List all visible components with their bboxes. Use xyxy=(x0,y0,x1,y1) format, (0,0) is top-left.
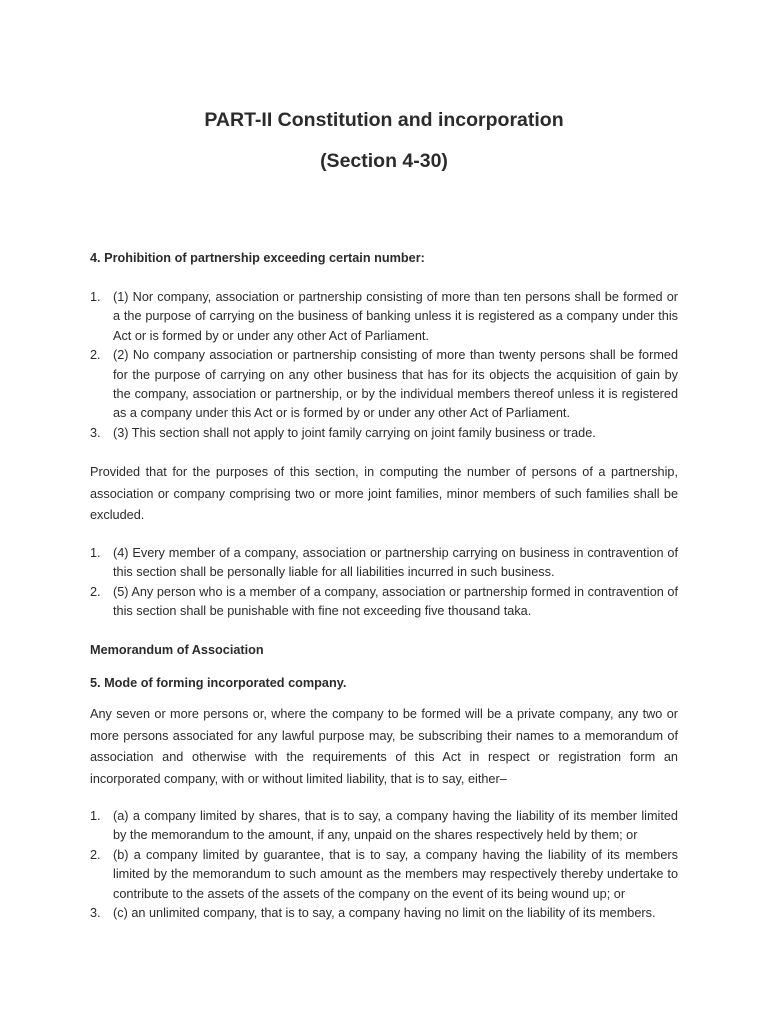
section-5-heading: 5. Mode of forming incorporated company. xyxy=(90,676,347,690)
list-item xyxy=(90,904,678,923)
list-item-text: (4) Every member of a company, association or partnership carrying on business in contravention of this section shall be personally liable for all liabilities incurred in such business. xyxy=(113,546,678,580)
document-subtitle: (Section 4-30) xyxy=(320,150,448,172)
list-number: 2. xyxy=(90,348,101,363)
list-item xyxy=(90,846,678,904)
list-item xyxy=(90,807,678,846)
section-4-heading: 4. Prohibition of partnership exceeding certain number: xyxy=(90,251,425,265)
list-item-text: (a) a company limited by shares, that is to say, a company having the liability of its member limited by the memorandum to the amount, if any, unpaid on the shares respectively held by them; or xyxy=(113,809,678,843)
list-item xyxy=(90,288,678,346)
section-4-list xyxy=(90,288,678,443)
list-number: 3. xyxy=(90,425,101,440)
list-number: 1. xyxy=(90,809,101,823)
list-number: 3. xyxy=(90,906,101,921)
list-item xyxy=(90,583,678,622)
list-number: 1. xyxy=(90,546,101,560)
list-item-text: (5) Any person who is a member of a company, association or partnership formed in contravention of this section shall be punishable with fine not exceeding five thousand taka. xyxy=(113,584,678,619)
section-5-intro: Any seven or more persons or, where the company to be formed will be a private company, any two or more persons associated for any lawful purpose may, be subscribing their names to a memorandum of association and otherwise with the requirements of this Act in respect or registration form an incorporated company, with or without limited liability, that is to say, either– xyxy=(90,707,678,786)
list-item xyxy=(90,346,678,424)
list-number: 2. xyxy=(90,847,101,862)
list-item-text: (3) This section shall not apply to joint family carrying on joint family business or trade. xyxy=(113,425,596,440)
section-4-list-continued xyxy=(90,544,678,622)
list-item xyxy=(90,424,678,443)
list-number: 1. xyxy=(90,290,101,304)
list-number: 2. xyxy=(90,584,101,599)
list-item-text: (1) Nor company, association or partnership consisting of more than ten persons shall be formed or a the purpose of carrying on the business of banking unless it is registered as a company under this Act or is formed by or under any other Act of Parliament. xyxy=(113,290,678,343)
list-item xyxy=(90,544,678,583)
memorandum-heading: Memorandum of Association xyxy=(90,643,264,657)
document-title: PART-II Constitution and incorporation xyxy=(204,109,564,131)
section-5-list xyxy=(90,807,678,923)
list-item-text: (c) an unlimited company, that is to say, a company having no limit on the liability of its members. xyxy=(113,906,656,921)
list-item-text: (2) No company association or partnership consisting of more than twenty persons shall be formed for the purpose of carrying on any other business that has for its objects the acquisition of gain by the company, association or partnership, or by the individual members thereof unless it is registered as a company under this Act or is formed by or under any other Act of Parliament. xyxy=(113,348,678,421)
proviso-paragraph: Provided that for the purposes of this section, in computing the number of persons of a partnership, association or company comprising two or more joint families, minor members of such families shall be excluded. xyxy=(90,465,678,522)
list-item-text: (b) a company limited by guarantee, that is to say, a company having the liability of its members limited by the memorandum to such amount as the members may respectively thereby undertake to contribute to the assets of the assets of the company on the event of its being wound up; or xyxy=(113,847,678,901)
